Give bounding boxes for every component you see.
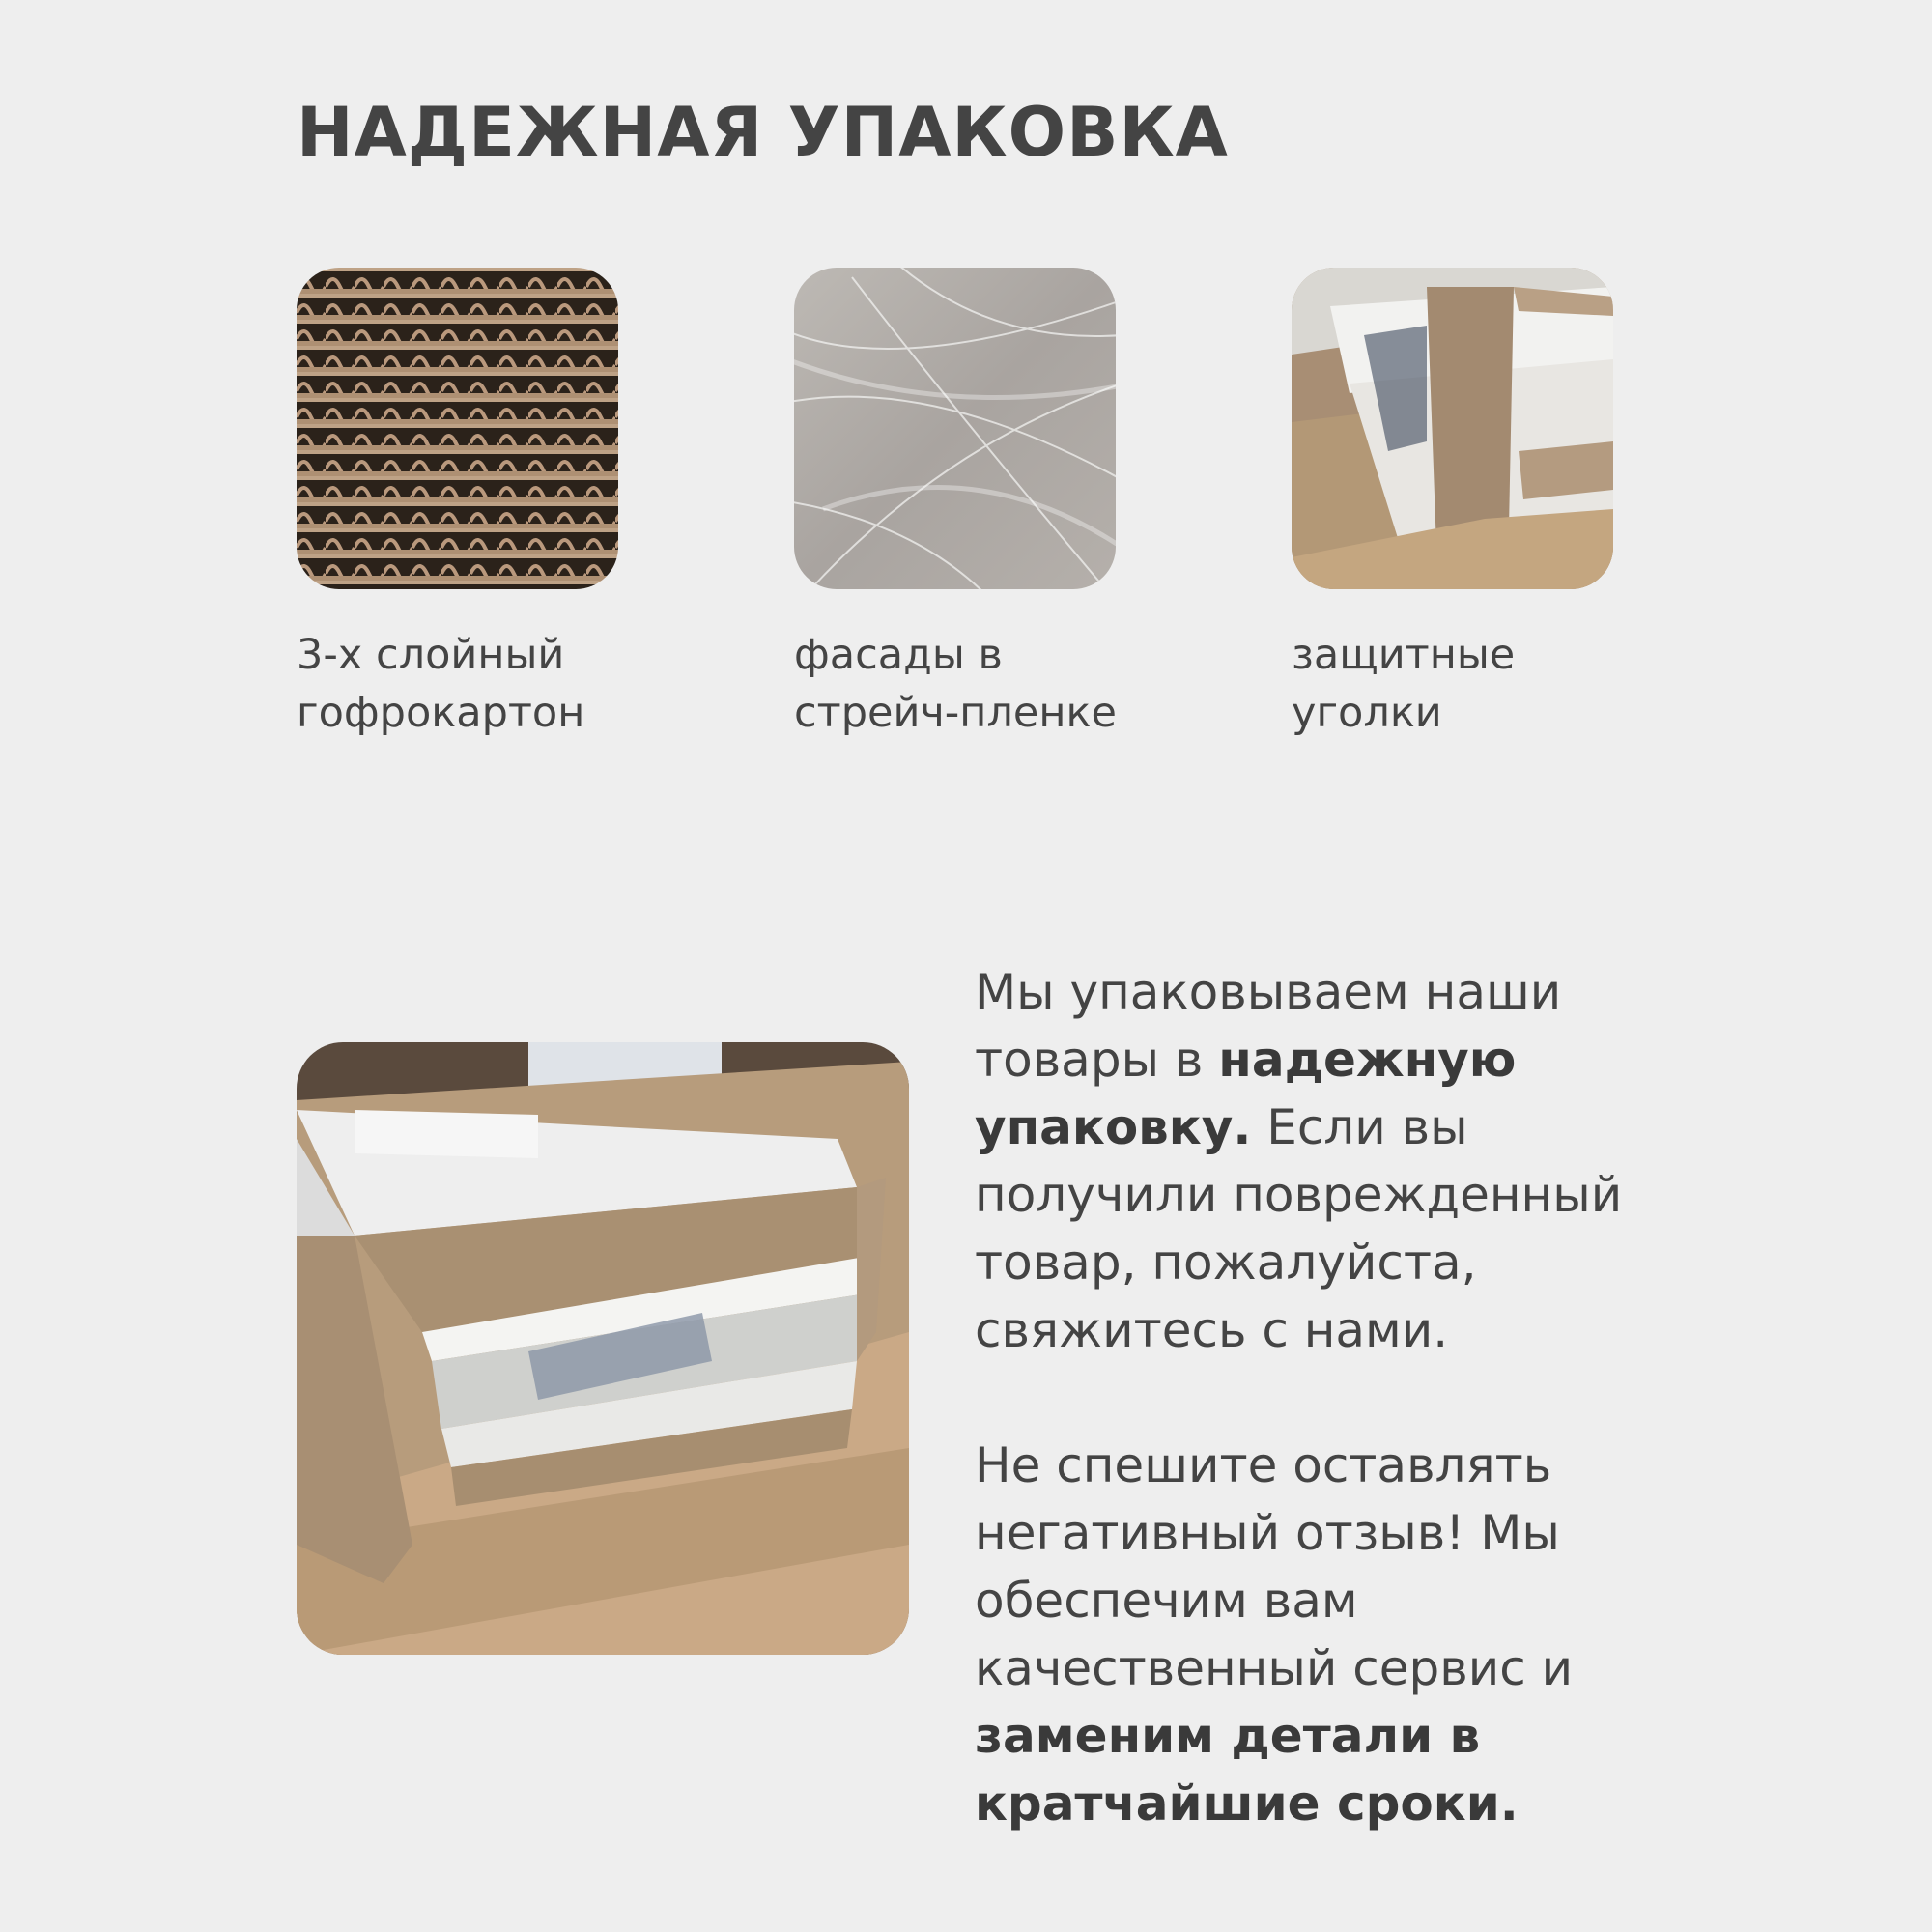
text-line: обеспечим вам [975,1573,1358,1629]
feature-caption-film [794,626,1200,742]
text-bold: кратчайшие сроки. [975,1776,1519,1832]
protective-corners-photo [1292,268,1613,589]
text-line: качественный сервис и [975,1640,1574,1696]
description [975,958,1902,1837]
text-line [975,1702,1902,1770]
text-bold: упаковку. [975,1099,1252,1155]
caption-line: уголки [1292,689,1442,737]
text-line: негативный отзыв! Мы [975,1505,1560,1561]
text-bold: заменим детали в [975,1708,1481,1764]
text-span: Если вы [1251,1099,1468,1155]
text-line: свяжитесь с нами. [975,1302,1449,1358]
text-line: Мы упаковываем наши [975,964,1562,1020]
text-line [975,1094,1902,1161]
text-line: получили поврежденный [975,1167,1623,1223]
caption-line: фасады в [794,631,1003,679]
text-span: товары в [975,1032,1219,1088]
text-bold: надежную [1218,1032,1517,1088]
packed-furniture-photo [297,1042,909,1655]
corrugated-cardboard-photo [297,268,618,589]
caption-line: 3-х слойный [297,631,565,679]
caption-line: защитные [1292,631,1516,679]
stretch-film-photo [794,268,1116,589]
caption-line: стрейч-пленке [794,689,1117,737]
feature-caption-corners [1292,626,1697,742]
text-line [975,1026,1902,1094]
text-line: товар, пожалуйста, [975,1235,1477,1291]
feature-caption-cardboard [297,626,702,742]
page-title: НАДЕЖНАЯ УПАКОВКА [297,93,1229,172]
text-line [975,1770,1902,1837]
caption-line: гофрокартон [297,689,585,737]
text-line: Не спешите оставлять [975,1437,1552,1493]
